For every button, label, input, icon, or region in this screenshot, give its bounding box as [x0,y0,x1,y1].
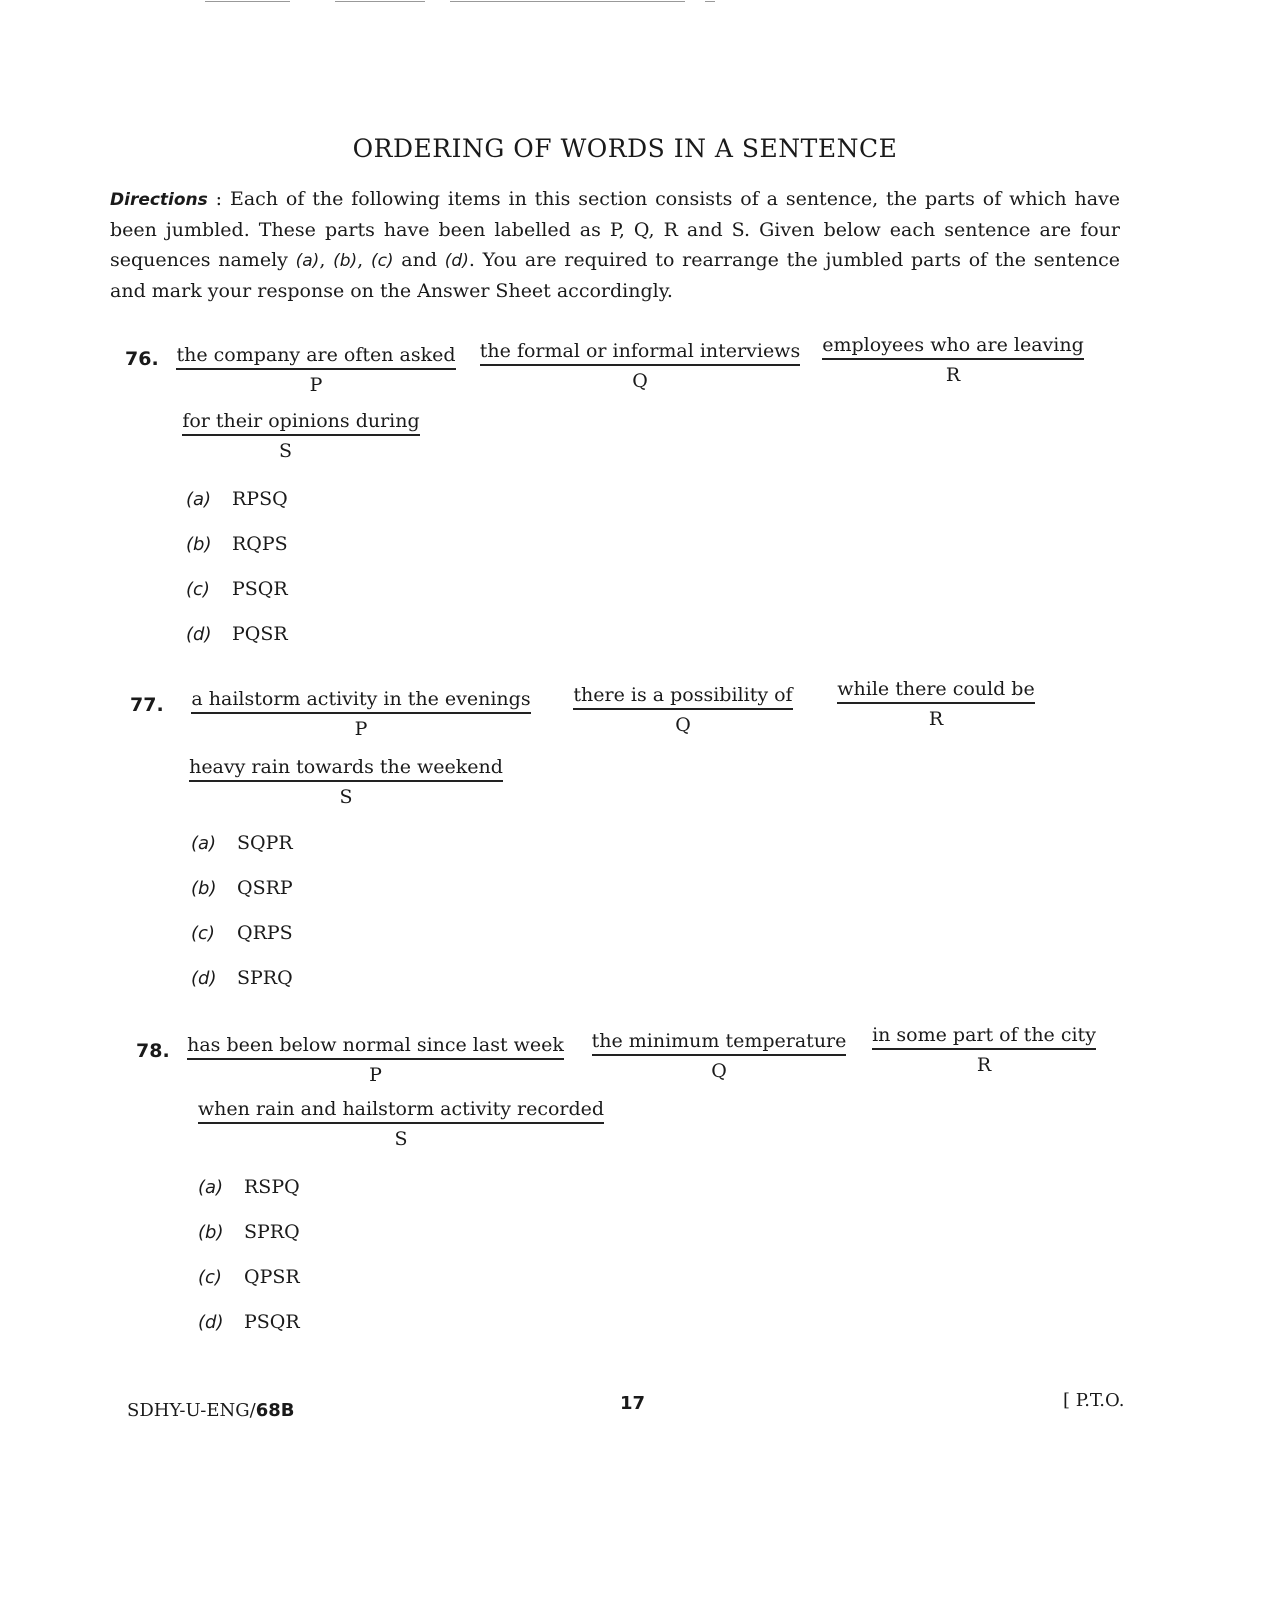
option-b[interactable]: (b) SPRQ [198,1221,300,1243]
part-q: there is a possibility of Q [573,684,793,736]
option-a[interactable]: (a) RSPQ [198,1176,300,1198]
answer-options [198,1176,300,1356]
option-a[interactable]: (a) SQPR [191,832,293,854]
part-p: a hailstorm activity in the evenings P [191,688,531,740]
part-s: heavy rain towards the weekend S [189,756,503,808]
option-b[interactable]: (b) RQPS [186,533,288,555]
part-q: the minimum temperature Q [591,1030,847,1082]
option-a[interactable]: (a) RPSQ [186,488,288,510]
option-c[interactable]: (c) QPSR [198,1266,300,1288]
option-b[interactable]: (b) QSRP [191,877,293,899]
question-number: 77. [130,694,164,716]
part-s: for their opinions during S [182,410,420,462]
option-d[interactable]: (d) PSQR [198,1311,300,1333]
part-r: employees who are leaving R [822,334,1084,386]
question-number: 78. [136,1040,170,1062]
part-p: has been below normal since last week P [187,1034,564,1086]
part-q: the formal or informal interviews Q [479,340,801,392]
part-r: in some part of the city R [872,1024,1096,1076]
answer-options [191,832,293,1012]
option-d[interactable]: (d) SPRQ [191,967,293,989]
part-s: when rain and hailstorm activity recorded S [197,1098,605,1150]
scan-artifact-marks [205,0,725,4]
option-c[interactable]: (c) QRPS [191,922,293,944]
directions-paragraph: Directions : Each of the following items in this section consists of a sentence, the parts of which have been jumbled. These parts have been labelled as P, Q, R and S. Given below each sentence are four sequences namely (a), (b), (c) and (d). You are required to rearrange the jumbled parts of the sentence and mark your response on the Answer Sheet accordingly. [110,188,1120,302]
paper-code: SDHY-U-ENG/68B [127,1400,295,1421]
directions-lead: Directions [110,190,208,210]
option-c[interactable]: (c) PSQR [186,578,288,600]
part-p: the company are often asked P [176,344,456,396]
pto-marker: [ P.T.O. [1063,1390,1125,1411]
answer-options [186,488,288,668]
part-r: while there could be R [837,678,1035,730]
page-number: 17 [620,1393,646,1414]
section-title: ORDERING OF WORDS IN A SENTENCE [352,134,898,163]
option-d[interactable]: (d) PQSR [186,623,288,645]
question-number: 76. [125,348,159,370]
